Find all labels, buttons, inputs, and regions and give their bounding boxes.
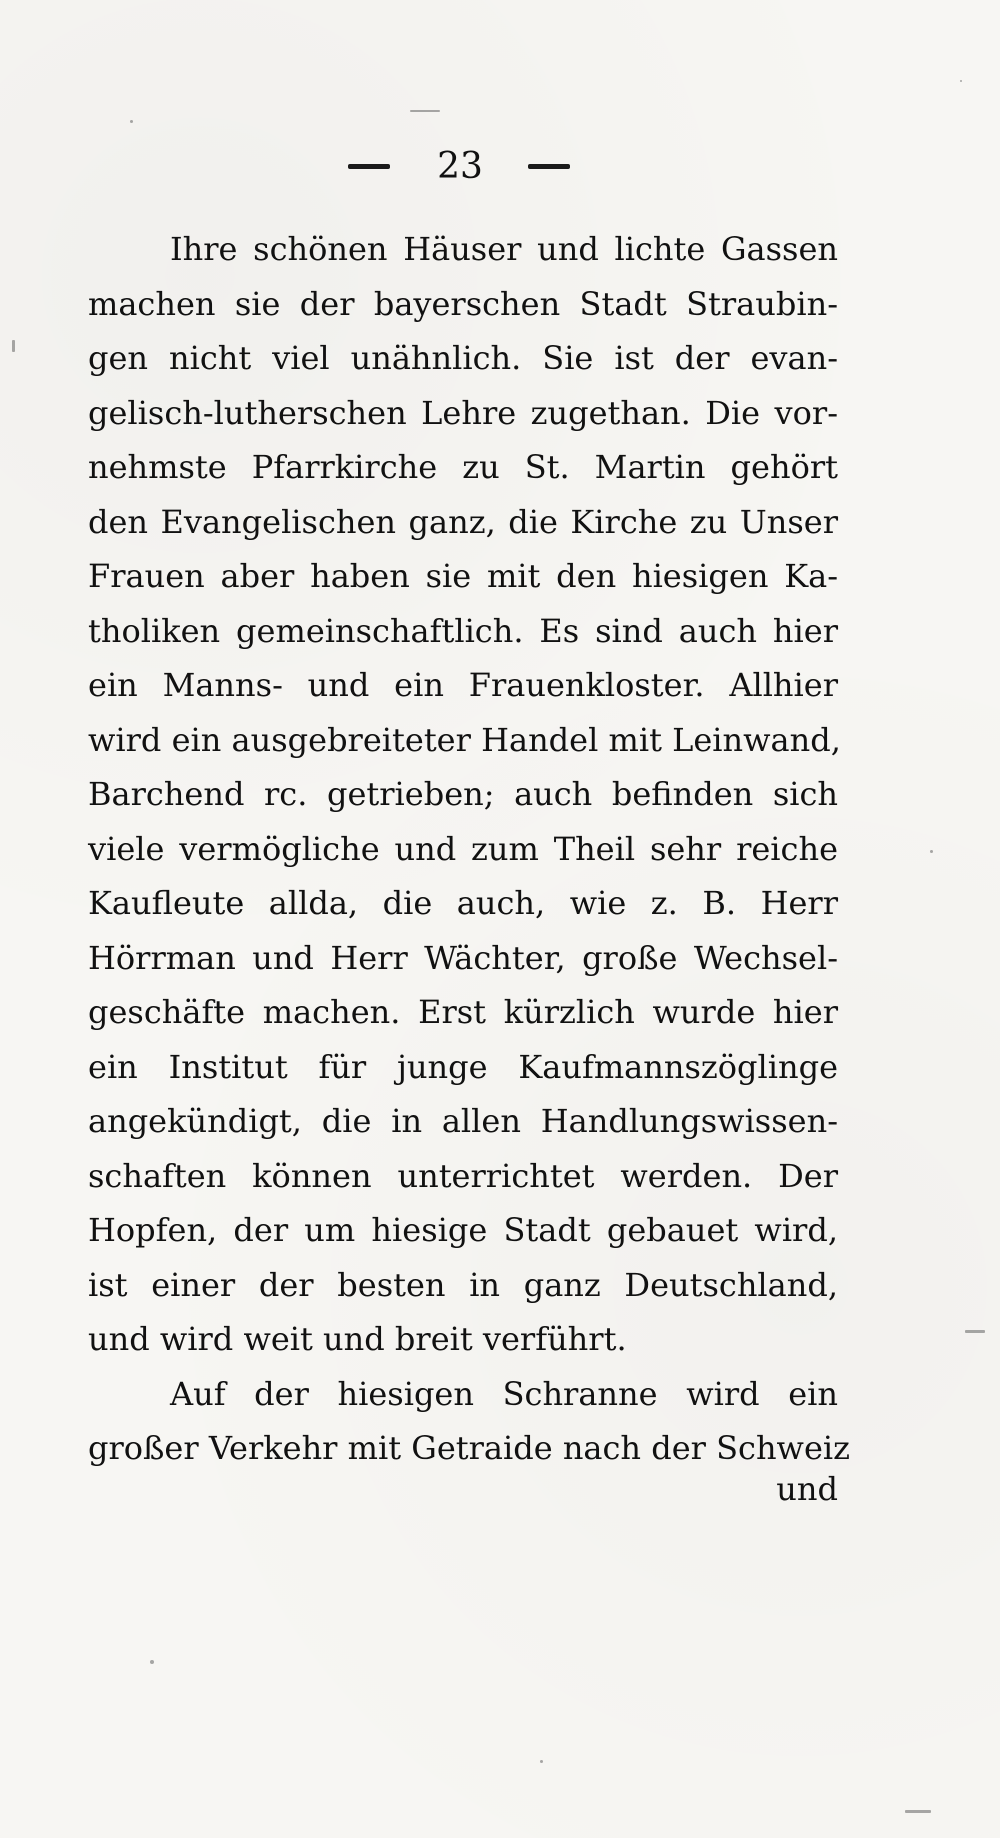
- text-line: großer Verkehr mit Getraide nach der Schweiz: [88, 1429, 850, 1467]
- text-line: Auf der hiesigen Schranne wird ein: [170, 1374, 838, 1413]
- text-line: nehmste Pfarrkirche zu St. Martin gehört: [88, 448, 838, 486]
- paper-speck: [150, 1660, 154, 1664]
- header-dash-left: [348, 164, 390, 169]
- text-line: Hörrman und Herr Wächter, große Wechsel-: [88, 938, 838, 977]
- text-line: schaften können unterrichtet werden. Der: [88, 1156, 838, 1195]
- page-header: [0, 142, 1000, 192]
- paper-speck: [540, 1760, 543, 1763]
- text-line: geschäfte machen. Erst kürzlich wurde hier: [88, 993, 838, 1031]
- text-line: gen nicht viel unähnlich. Sie ist der evan-: [88, 339, 838, 377]
- text-line: den Evangelischen ganz, die Kirche zu Unser: [88, 502, 838, 541]
- body-text: [88, 222, 850, 1476]
- paper-speck: [965, 1330, 985, 1333]
- text-line: wird ein ausgebreiteter Handel mit Leinwand,: [88, 720, 841, 759]
- page-number: 23: [437, 146, 483, 187]
- paper-speck: [410, 110, 440, 112]
- text-line: machen sie der bayerschen Stadt Straubin-: [88, 284, 838, 323]
- text-line: viele vermögliche und zum Theil sehr reiche: [88, 829, 838, 868]
- text-line: ein Institut für junge Kaufmannszöglinge: [88, 1047, 838, 1086]
- paper-speck: [905, 1810, 931, 1813]
- text-line: Ihre schönen Häuser und lichte Gassen: [170, 230, 838, 268]
- paper-speck: [12, 340, 15, 352]
- text-line: ist einer der besten in ganz Deutschland,: [88, 1265, 838, 1304]
- text-line: gelisch-lutherschen Lehre zugethan. Die vor-: [88, 393, 838, 432]
- paper-speck: [960, 80, 962, 82]
- text-line: angekündigt, die in allen Handlungswissen-: [88, 1102, 838, 1140]
- text-line: tholiken gemeinschaftlich. Es sind auch hier: [88, 611, 838, 650]
- paper-speck: [930, 850, 933, 853]
- text-line: Frauen aber haben sie mit den hiesigen Ka-: [88, 557, 838, 595]
- text-line: Barchend rc. getrieben; auch befinden sich: [88, 775, 838, 813]
- text-line: und wird weit und breit verführt.: [88, 1320, 627, 1358]
- text-line: ein Manns- und ein Frauenkloster. Allhier: [88, 666, 838, 704]
- catchword: und: [776, 1470, 838, 1508]
- header-dash-right: [528, 164, 570, 169]
- text-line: Kaufleute allda, die auch, wie z. B. Herr: [88, 884, 838, 922]
- text-line: Hopfen, der um hiesige Stadt gebauet wird,: [88, 1211, 838, 1249]
- paper-speck: [130, 120, 133, 123]
